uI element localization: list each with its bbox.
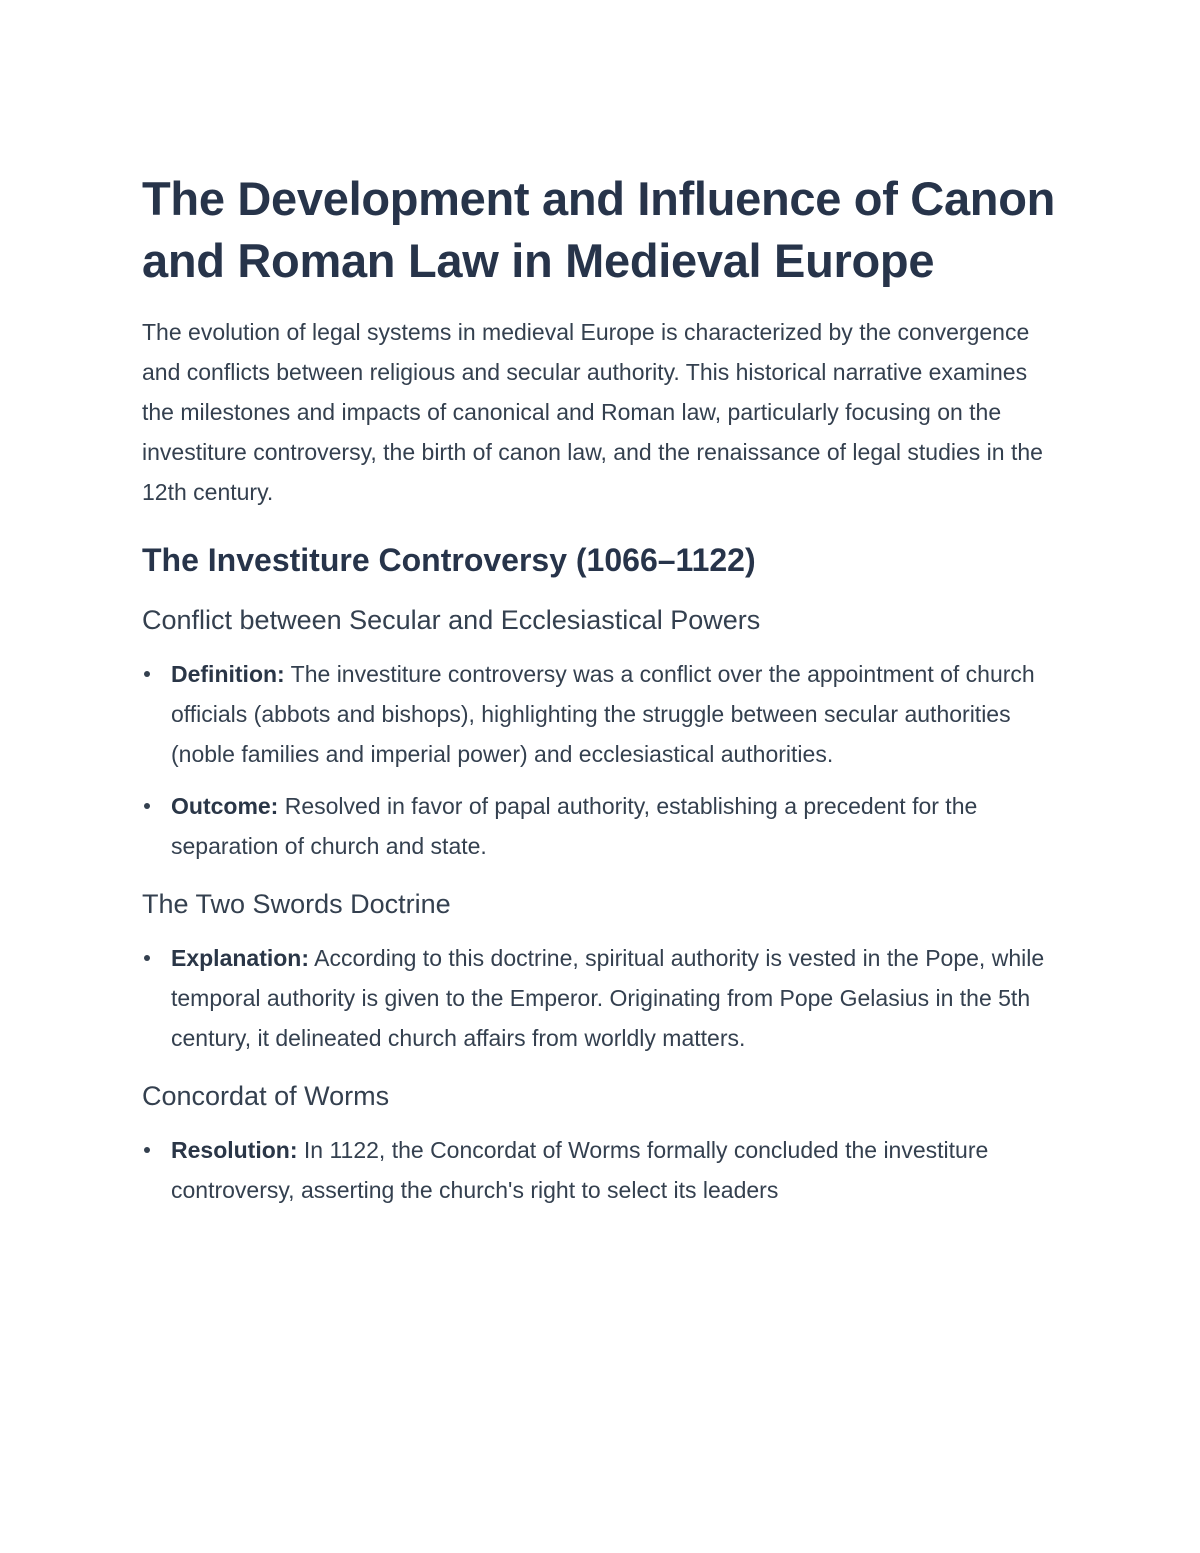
document-page — [142, 168, 1062, 1222]
bullet-icon — [144, 1147, 150, 1153]
list-item-resolution — [142, 1130, 1062, 1210]
two-swords-list — [142, 938, 1062, 1058]
bullet-icon — [144, 955, 150, 961]
conflict-list — [142, 654, 1062, 866]
section-heading-investiture: The Investiture Controversy (1066–1122) — [142, 542, 756, 578]
concordat-list — [142, 1130, 1062, 1210]
item-text: According to this doctrine, spiritual authority is vested in the Pope, while temporal authority is given to the Emperor. Originating from Pope Gelasius in the 5th century, it delineated church affairs from worldly matters. — [171, 945, 1045, 1051]
item-text: In 1122, the Concordat of Worms formally concluded the investiture controversy, asserting the church's right to select its leaders — [171, 1137, 989, 1203]
list-item-explanation — [142, 938, 1062, 1058]
item-label: Resolution: — [171, 1137, 298, 1163]
intro-paragraph: The evolution of legal systems in medieval Europe is characterized by the convergence and conflicts between religious and secular authority. This historical narrative examines the milestones and impacts of canonical and Roman law, particularly focusing on the investiture controversy, the birth of canon law, and the renaissance of legal studies in the 12th century. — [142, 319, 1043, 505]
document-title: The Development and Influence of Canon and Roman Law in Medieval Europe — [142, 172, 1056, 287]
item-label: Outcome: — [171, 793, 279, 819]
item-label: Explanation: — [171, 945, 310, 971]
bullet-icon — [144, 671, 150, 677]
list-item-definition — [142, 654, 1062, 774]
subheading-concordat: Concordat of Worms — [142, 1081, 390, 1111]
item-text: Resolved in favor of papal authority, establishing a precedent for the separation of church and state. — [171, 793, 978, 859]
item-label: Definition: — [171, 661, 285, 687]
item-text: The investiture controversy was a conflict over the appointment of church officials (abbots and bishops), highlighting the struggle between secular authorities (noble families and imperial power) and ecclesiastical authorities. — [171, 661, 1035, 767]
subheading-conflict: Conflict between Secular and Ecclesiastical Powers — [142, 605, 761, 635]
bullet-icon — [144, 803, 150, 809]
list-item-outcome — [142, 786, 1062, 866]
subheading-two-swords: The Two Swords Doctrine — [142, 889, 451, 919]
